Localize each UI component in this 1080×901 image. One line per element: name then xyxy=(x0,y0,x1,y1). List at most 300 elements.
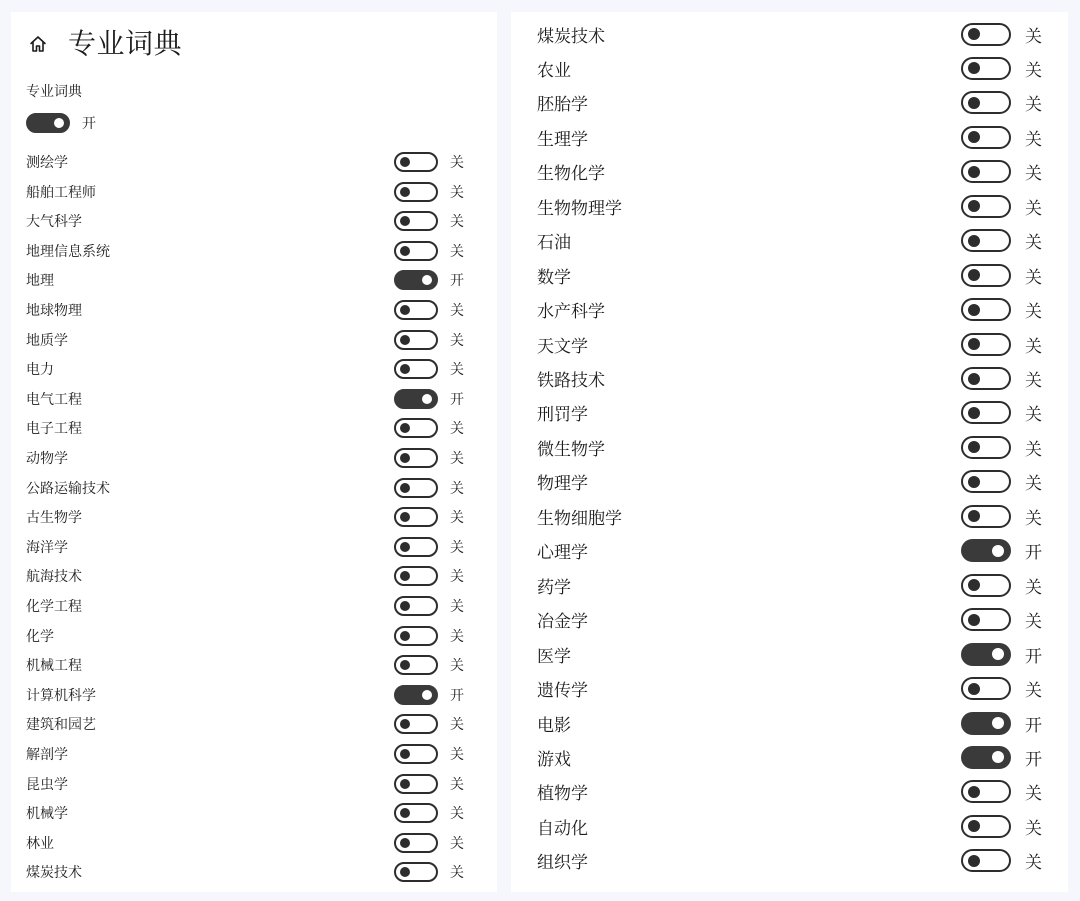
dictionary-toggle[interactable] xyxy=(961,160,1011,183)
toggle-knob xyxy=(422,275,432,285)
dictionary-toggle[interactable] xyxy=(394,744,438,764)
dictionary-label: 游戏 xyxy=(537,749,571,770)
toggle-knob xyxy=(422,690,432,700)
dictionary-label: 天文学 xyxy=(537,336,588,357)
toggle-knob xyxy=(968,614,980,626)
dictionary-toggle[interactable] xyxy=(961,57,1011,80)
dictionary-label: 植物学 xyxy=(537,784,588,805)
toggle-knob xyxy=(968,373,980,385)
toggle-knob xyxy=(400,157,410,167)
toggle-group xyxy=(961,779,1043,804)
dictionary-label: 遗传学 xyxy=(537,681,588,702)
master-toggle-state: 开 xyxy=(82,116,96,132)
toggle-state: 关 xyxy=(450,599,464,615)
toggle-knob xyxy=(968,441,980,453)
dictionary-toggle[interactable] xyxy=(394,596,438,616)
dictionary-toggle[interactable] xyxy=(394,418,438,438)
toggle-group xyxy=(394,211,466,231)
dictionary-row xyxy=(537,53,1043,83)
toggle-knob xyxy=(400,423,410,433)
dictionary-label: 测绘学 xyxy=(26,155,68,171)
toggle-knob xyxy=(992,545,1004,557)
toggle-group xyxy=(961,848,1043,873)
dictionary-row xyxy=(26,800,466,826)
page-title: 专业词典 xyxy=(68,27,183,60)
toggle-knob xyxy=(400,719,410,729)
dictionary-label: 大气科学 xyxy=(26,214,82,231)
toggle-group xyxy=(961,676,1043,701)
dictionary-label: 船舶工程师 xyxy=(26,184,96,201)
toggle-state: 开 xyxy=(450,273,464,290)
toggle-state: 关 xyxy=(450,510,464,527)
toggle-group xyxy=(394,833,466,853)
dictionary-row xyxy=(26,859,466,885)
dictionary-row xyxy=(537,639,1043,669)
dictionary-toggle[interactable] xyxy=(394,685,438,705)
toggle-group xyxy=(394,241,466,261)
toggle-knob xyxy=(400,216,410,226)
toggle-group xyxy=(394,507,466,527)
dictionary-label: 心理学 xyxy=(537,543,588,564)
toggle-knob xyxy=(992,751,1004,763)
toggle-group xyxy=(394,862,466,882)
toggle-knob xyxy=(400,246,410,256)
toggle-knob xyxy=(968,476,980,488)
dictionary-toggle[interactable] xyxy=(394,862,438,882)
dictionary-toggle[interactable] xyxy=(394,300,438,320)
dictionary-toggle[interactable] xyxy=(961,401,1011,424)
dictionary-toggle[interactable] xyxy=(961,91,1011,114)
toggle-knob xyxy=(968,338,980,350)
toggle-knob xyxy=(400,601,410,611)
page-header xyxy=(26,24,182,64)
dictionary-row xyxy=(537,674,1043,704)
toggle-group xyxy=(394,359,466,379)
dictionary-toggle[interactable] xyxy=(961,436,1011,459)
toggle-state: 关 xyxy=(450,184,464,201)
toggle-state: 关 xyxy=(450,806,464,823)
dictionary-row xyxy=(537,777,1043,807)
toggle-group xyxy=(394,182,466,202)
toggle-knob xyxy=(968,131,980,143)
toggle-knob xyxy=(968,579,980,591)
dictionary-toggle[interactable] xyxy=(394,774,438,794)
toggle-group xyxy=(394,626,466,646)
dictionary-label: 生物细胞学 xyxy=(537,508,622,529)
toggle-knob xyxy=(400,867,410,877)
toggle-group xyxy=(961,745,1043,770)
toggle-state: 关 xyxy=(1025,129,1042,150)
dictionary-row xyxy=(537,467,1043,497)
dictionary-label: 冶金学 xyxy=(537,612,588,633)
dictionary-toggle[interactable] xyxy=(394,626,438,646)
toggle-state: 关 xyxy=(450,835,464,852)
dictionary-label: 机械工程 xyxy=(26,658,82,675)
toggle-knob xyxy=(400,542,410,552)
toggle-state: 关 xyxy=(1025,371,1042,391)
toggle-state: 关 xyxy=(450,362,464,379)
toggle-state: 关 xyxy=(450,539,464,556)
dictionary-toggle[interactable] xyxy=(961,815,1011,838)
toggle-state: 关 xyxy=(1025,26,1042,47)
toggle-knob xyxy=(400,571,410,581)
toggle-group xyxy=(394,478,466,498)
dictionary-label: 生物化学 xyxy=(537,164,605,185)
toggle-knob xyxy=(968,235,980,247)
toggle-group xyxy=(961,366,1043,391)
toggle-knob xyxy=(968,820,980,832)
dictionary-row xyxy=(537,260,1043,290)
dictionary-row xyxy=(537,398,1043,428)
toggle-state: 关 xyxy=(1025,405,1042,426)
dictionary-toggle[interactable] xyxy=(961,849,1011,872)
dictionary-label: 组织学 xyxy=(537,853,588,874)
dictionary-label: 化学工程 xyxy=(26,599,82,615)
dictionary-row xyxy=(26,771,466,797)
dictionary-toggle[interactable] xyxy=(394,270,438,290)
dictionary-label: 海洋学 xyxy=(26,539,68,556)
dictionary-row xyxy=(537,88,1043,118)
dictionary-row xyxy=(537,19,1043,49)
toggle-group xyxy=(394,152,466,172)
dictionary-toggle[interactable] xyxy=(394,537,438,557)
dictionary-toggle[interactable] xyxy=(394,152,438,172)
toggle-state: 关 xyxy=(450,421,464,438)
toggle-group xyxy=(961,711,1043,736)
toggle-knob xyxy=(992,717,1004,729)
dictionary-label: 数学 xyxy=(537,267,571,288)
dictionary-toggle[interactable] xyxy=(394,566,438,586)
dictionary-toggle[interactable] xyxy=(394,655,438,675)
dictionary-row xyxy=(26,534,466,560)
toggle-state: 关 xyxy=(450,569,464,586)
toggle-state: 关 xyxy=(450,628,464,645)
dictionary-label: 石油 xyxy=(537,233,571,254)
toggle-state: 关 xyxy=(1025,60,1042,81)
dictionary-toggle[interactable] xyxy=(394,507,438,527)
dictionary-label: 物理学 xyxy=(537,474,588,495)
dictionary-row xyxy=(537,501,1043,531)
dictionary-toggle[interactable] xyxy=(394,359,438,379)
dictionary-toggle[interactable] xyxy=(394,833,438,853)
dictionary-row xyxy=(537,605,1043,635)
toggle-group xyxy=(394,714,466,734)
toggle-group xyxy=(394,774,466,794)
toggle-group xyxy=(961,642,1043,667)
toggle-knob xyxy=(400,660,410,670)
dictionary-row xyxy=(537,432,1043,462)
dictionary-label: 地理信息系统 xyxy=(26,243,110,260)
toggle-group xyxy=(394,596,466,616)
toggle-group xyxy=(394,655,466,675)
toggle-group xyxy=(961,400,1043,425)
toggle-state: 关 xyxy=(1025,853,1042,874)
dictionary-row xyxy=(537,157,1043,187)
master-toggle-label: 专业词典 xyxy=(26,84,82,100)
dictionary-row xyxy=(537,191,1043,221)
dictionary-toggle[interactable] xyxy=(961,746,1011,769)
dictionary-row xyxy=(26,267,466,293)
dictionary-row xyxy=(26,297,466,323)
dictionary-row xyxy=(26,682,466,708)
toggle-state: 关 xyxy=(1025,784,1042,805)
toggle-state: 关 xyxy=(1025,818,1042,839)
master-toggle[interactable] xyxy=(26,113,70,133)
toggle-state: 关 xyxy=(450,303,464,319)
master-toggle-row xyxy=(26,112,96,134)
dictionary-label: 古生物学 xyxy=(26,510,82,527)
toggle-knob xyxy=(400,631,410,641)
dictionary-toggle[interactable] xyxy=(961,780,1011,803)
toggle-group xyxy=(394,803,466,823)
toggle-group xyxy=(961,263,1043,288)
dictionary-row xyxy=(537,295,1043,325)
toggle-state: 关 xyxy=(1025,336,1042,357)
toggle-knob xyxy=(968,269,980,281)
dictionary-toggle[interactable] xyxy=(394,803,438,823)
dictionary-label: 胚胎学 xyxy=(537,95,588,116)
toggle-group xyxy=(394,744,466,764)
toggle-state: 关 xyxy=(1025,439,1042,460)
toggle-state: 关 xyxy=(1025,612,1042,633)
dictionary-label: 地质学 xyxy=(26,332,68,349)
toggle-state: 关 xyxy=(450,480,464,497)
dictionary-toggle[interactable] xyxy=(394,714,438,734)
dictionary-label: 地球物理 xyxy=(26,303,82,319)
dictionary-label: 建筑和园艺 xyxy=(26,717,96,734)
right-panel xyxy=(511,12,1068,892)
dictionary-label: 微生物学 xyxy=(537,439,605,460)
toggle-state: 开 xyxy=(1025,543,1042,564)
toggle-group xyxy=(961,538,1043,563)
dictionary-label: 计算机科学 xyxy=(26,687,96,704)
dictionary-label: 地理 xyxy=(26,273,54,290)
toggle-state: 关 xyxy=(450,155,464,171)
toggle-knob xyxy=(968,28,980,40)
toggle-knob xyxy=(400,305,410,315)
toggle-group xyxy=(961,607,1043,632)
toggle-group xyxy=(961,332,1043,357)
dictionary-label: 煤炭技术 xyxy=(537,26,605,47)
dictionary-toggle[interactable] xyxy=(961,470,1011,493)
dictionary-row xyxy=(537,570,1043,600)
dictionary-row xyxy=(26,652,466,678)
toggle-state: 开 xyxy=(450,391,464,408)
dictionary-label: 水产科学 xyxy=(537,302,605,323)
dictionary-toggle[interactable] xyxy=(961,23,1011,46)
toggle-knob xyxy=(968,855,980,867)
toggle-knob xyxy=(968,510,980,522)
toggle-state: 关 xyxy=(450,332,464,349)
dictionary-row xyxy=(26,179,466,205)
dictionary-row xyxy=(26,445,466,471)
toggle-knob xyxy=(992,648,1004,660)
toggle-group xyxy=(394,418,466,438)
dictionary-row xyxy=(26,238,466,264)
dictionary-row xyxy=(26,504,466,530)
dictionary-row xyxy=(26,563,466,589)
toggle-state: 关 xyxy=(1025,164,1042,185)
dictionary-row xyxy=(537,364,1043,394)
dictionary-label: 电子工程 xyxy=(26,421,82,438)
toggle-state: 开 xyxy=(1025,749,1042,770)
dictionary-label: 林业 xyxy=(26,835,54,852)
toggle-knob xyxy=(968,97,980,109)
dictionary-row xyxy=(537,742,1043,772)
toggle-knob xyxy=(400,512,410,522)
toggle-state: 关 xyxy=(1025,95,1042,116)
toggle-group xyxy=(961,469,1043,494)
dictionary-row xyxy=(537,811,1043,841)
toggle-group xyxy=(961,125,1043,150)
dictionary-toggle[interactable] xyxy=(961,367,1011,390)
dictionary-label: 化学 xyxy=(26,628,54,645)
toggle-knob xyxy=(54,118,64,128)
toggle-state: 关 xyxy=(1025,233,1042,254)
toggle-group xyxy=(961,56,1043,81)
dictionary-toggle[interactable] xyxy=(394,330,438,350)
toggle-knob xyxy=(400,483,410,493)
toggle-knob xyxy=(400,453,410,463)
dictionary-toggle[interactable] xyxy=(961,505,1011,528)
dictionary-toggle[interactable] xyxy=(961,195,1011,218)
toggle-group xyxy=(961,504,1043,529)
dictionary-toggle[interactable] xyxy=(961,643,1011,666)
toggle-state: 关 xyxy=(450,658,464,675)
toggle-state: 关 xyxy=(450,243,464,260)
dictionary-toggle[interactable] xyxy=(961,712,1011,735)
dictionary-label: 医学 xyxy=(537,646,571,667)
dictionary-label: 铁路技术 xyxy=(537,371,605,391)
dictionary-toggle[interactable] xyxy=(961,229,1011,252)
dictionary-row xyxy=(26,386,466,412)
toggle-group xyxy=(961,90,1043,115)
dictionary-label: 公路运输技术 xyxy=(26,480,110,497)
dictionary-label: 动物学 xyxy=(26,451,68,467)
dictionary-row xyxy=(26,415,466,441)
toggle-group xyxy=(961,194,1043,219)
toggle-knob xyxy=(400,749,410,759)
toggle-group xyxy=(394,537,466,557)
toggle-knob xyxy=(968,786,980,798)
dictionary-toggle[interactable] xyxy=(961,677,1011,700)
dictionary-row xyxy=(26,208,466,234)
dictionary-row xyxy=(537,536,1043,566)
toggle-group xyxy=(394,270,466,290)
toggle-state: 关 xyxy=(1025,267,1042,288)
dictionary-toggle[interactable] xyxy=(961,333,1011,356)
toggle-knob xyxy=(400,779,410,789)
toggle-group xyxy=(394,330,466,350)
dictionary-row xyxy=(537,226,1043,256)
dictionary-toggle[interactable] xyxy=(394,182,438,202)
dictionary-toggle[interactable] xyxy=(961,264,1011,287)
dictionary-row xyxy=(26,593,466,619)
toggle-group xyxy=(394,300,466,320)
toggle-state: 开 xyxy=(1025,715,1042,736)
toggle-state: 关 xyxy=(450,451,464,467)
dictionary-toggle[interactable] xyxy=(961,608,1011,631)
dictionary-label: 自动化 xyxy=(537,818,588,839)
toggle-group xyxy=(961,814,1043,839)
toggle-knob xyxy=(968,407,980,419)
toggle-knob xyxy=(968,200,980,212)
dictionary-label: 刑罚学 xyxy=(537,405,588,426)
toggle-knob xyxy=(968,683,980,695)
toggle-state: 开 xyxy=(1025,646,1042,667)
dictionary-toggle[interactable] xyxy=(394,478,438,498)
dictionary-row xyxy=(537,846,1043,876)
dictionary-row xyxy=(26,475,466,501)
dictionary-label: 电影 xyxy=(537,715,571,736)
dictionary-row xyxy=(537,329,1043,359)
toggle-group xyxy=(394,448,466,468)
dictionary-row xyxy=(26,149,466,175)
toggle-state: 开 xyxy=(450,687,464,704)
toggle-knob xyxy=(400,808,410,818)
toggle-state: 关 xyxy=(450,717,464,734)
toggle-state: 关 xyxy=(1025,198,1042,219)
toggle-state: 关 xyxy=(1025,681,1042,702)
dictionary-label: 药学 xyxy=(537,577,571,598)
dictionary-label: 航海技术 xyxy=(26,569,82,586)
toggle-state: 关 xyxy=(1025,577,1042,598)
toggle-knob xyxy=(422,394,432,404)
toggle-knob xyxy=(400,187,410,197)
dictionary-row xyxy=(26,623,466,649)
dictionary-toggle[interactable] xyxy=(394,389,438,409)
toggle-state: 关 xyxy=(450,776,464,793)
toggle-state: 关 xyxy=(450,214,464,231)
home-icon[interactable] xyxy=(26,32,50,56)
toggle-group xyxy=(961,22,1043,47)
dictionary-row xyxy=(537,708,1043,738)
dictionary-toggle[interactable] xyxy=(394,448,438,468)
dictionary-row xyxy=(26,711,466,737)
dictionary-row xyxy=(26,830,466,856)
toggle-knob xyxy=(400,364,410,374)
dictionary-toggle[interactable] xyxy=(961,298,1011,321)
toggle-state: 关 xyxy=(1025,302,1042,323)
toggle-group xyxy=(961,573,1043,598)
dictionary-row xyxy=(537,122,1043,152)
dictionary-label: 生理学 xyxy=(537,129,588,150)
dictionary-toggle[interactable] xyxy=(394,211,438,231)
toggle-state: 关 xyxy=(450,865,464,882)
dictionary-label: 机械学 xyxy=(26,806,68,823)
toggle-group xyxy=(394,685,466,705)
dictionary-label: 电气工程 xyxy=(26,391,82,408)
toggle-state: 关 xyxy=(1025,474,1042,495)
toggle-group xyxy=(961,435,1043,460)
toggle-group xyxy=(961,297,1043,322)
dictionary-label: 解剖学 xyxy=(26,747,68,763)
dictionary-toggle[interactable] xyxy=(394,241,438,261)
dictionary-toggle[interactable] xyxy=(961,126,1011,149)
toggle-group xyxy=(394,389,466,409)
toggle-knob xyxy=(400,335,410,345)
dictionary-toggle[interactable] xyxy=(961,539,1011,562)
dictionary-toggle[interactable] xyxy=(961,574,1011,597)
toggle-knob xyxy=(968,166,980,178)
dictionary-label: 生物物理学 xyxy=(537,198,622,219)
dictionary-label: 电力 xyxy=(26,362,54,379)
toggle-group xyxy=(394,566,466,586)
toggle-state: 关 xyxy=(450,747,464,763)
dictionary-label: 昆虫学 xyxy=(26,776,68,793)
dictionary-row xyxy=(26,327,466,353)
toggle-group xyxy=(961,159,1043,184)
